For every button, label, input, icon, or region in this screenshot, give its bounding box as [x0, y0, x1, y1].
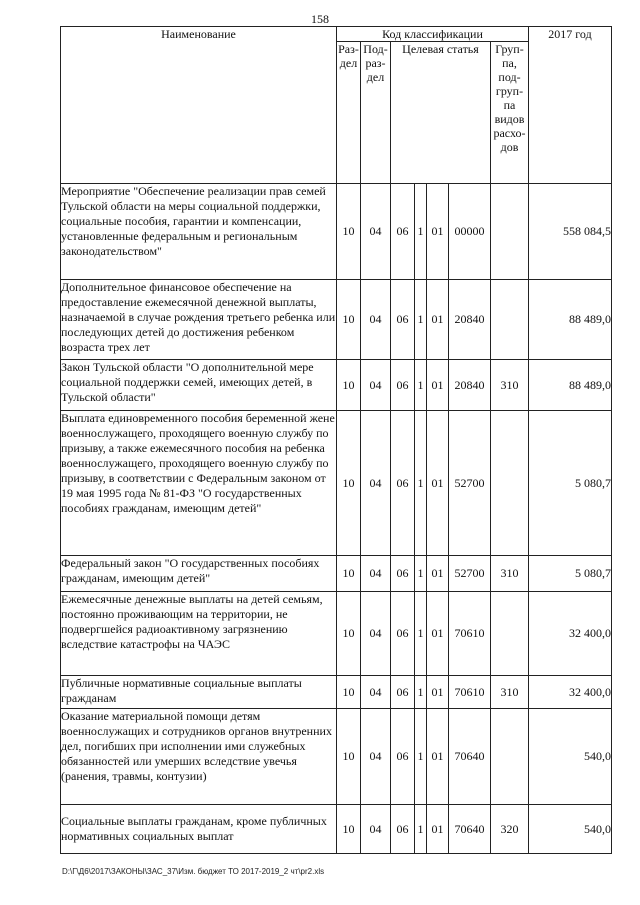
- row-name: Закон Тульской области "О дополнительной мере социальной поддержки семей, имеющих детей, в Тульской области": [61, 360, 337, 411]
- cell-section: 10: [337, 280, 361, 360]
- cell-amount: 88 489,0: [529, 360, 612, 411]
- header-expense-group: Груп- па, под- груп- па видов расхо- дов: [491, 42, 529, 184]
- table-row: [61, 184, 612, 280]
- cell-subprogram: 1: [415, 184, 427, 280]
- row-name: Публичные нормативные социальные выплаты гражданам: [61, 676, 337, 709]
- cell-expense-group: [491, 411, 529, 556]
- cell-section: 10: [337, 411, 361, 556]
- cell-section: 10: [337, 592, 361, 676]
- cell-event: 01: [427, 184, 449, 280]
- cell-subprogram: 1: [415, 411, 427, 556]
- cell-subsection: 04: [361, 556, 391, 592]
- cell-amount: 5 080,7: [529, 556, 612, 592]
- table-row: [61, 592, 612, 676]
- cell-expense-group: [491, 280, 529, 360]
- cell-expense-group: 310: [491, 556, 529, 592]
- cell-amount: 32 400,0: [529, 592, 612, 676]
- file-path-footer: D:\Г\Д6\2017\ЗАКОНЫ\ЗАС_37\Изм. бюджет ТО 2017-2019_2 чт\pr2.xls: [62, 867, 325, 876]
- cell-subprogram: 1: [415, 592, 427, 676]
- cell-subsection: 04: [361, 360, 391, 411]
- cell-direction: 20840: [449, 280, 491, 360]
- cell-program: 06: [391, 280, 415, 360]
- cell-event: 01: [427, 411, 449, 556]
- cell-event: 01: [427, 360, 449, 411]
- cell-program: 06: [391, 411, 415, 556]
- cell-program: 06: [391, 184, 415, 280]
- header-section: Раз- дел: [337, 42, 361, 184]
- cell-section: 10: [337, 360, 361, 411]
- cell-program: 06: [391, 592, 415, 676]
- cell-section: 10: [337, 556, 361, 592]
- table-row: [61, 676, 612, 709]
- cell-amount: 558 084,5: [529, 184, 612, 280]
- cell-event: 01: [427, 556, 449, 592]
- cell-event: 01: [427, 592, 449, 676]
- cell-subsection: 04: [361, 805, 391, 854]
- row-name: Дополнительное финансовое обеспечение на предоставление ежемесячной денежной выплаты, назначаемой в случае рождения третьего ребенка или последующих детей до достижения ребенком возраста трех лет: [61, 280, 337, 360]
- cell-subprogram: 1: [415, 676, 427, 709]
- cell-direction: 70640: [449, 709, 491, 805]
- header-subsection: Под- раз- дел: [361, 42, 391, 184]
- cell-direction: 52700: [449, 411, 491, 556]
- row-name: Оказание материальной помощи детям военнослужащих и сотрудников органов внутренних дел, погибших при исполнении ими служебных обязанностей или умерших вследствие увечья (ранения, травмы, контузии): [61, 709, 337, 805]
- cell-expense-group: [491, 709, 529, 805]
- cell-subprogram: 1: [415, 360, 427, 411]
- table-row: [61, 709, 612, 805]
- cell-direction: 20840: [449, 360, 491, 411]
- cell-expense-group: 320: [491, 805, 529, 854]
- row-name: Ежемесячные денежные выплаты на детей семьям, постоянно проживающим на территории, не подвергшейся радиоактивному загрязнению вследствие катастрофы на ЧАЭС: [61, 592, 337, 676]
- cell-direction: 70610: [449, 676, 491, 709]
- cell-subsection: 04: [361, 280, 391, 360]
- row-name: Социальные выплаты гражданам, кроме публичных нормативных социальных выплат: [61, 805, 337, 854]
- cell-program: 06: [391, 709, 415, 805]
- cell-program: 06: [391, 676, 415, 709]
- cell-subsection: 04: [361, 592, 391, 676]
- cell-event: 01: [427, 805, 449, 854]
- cell-amount: 540,0: [529, 805, 612, 854]
- cell-subsection: 04: [361, 411, 391, 556]
- cell-subprogram: 1: [415, 709, 427, 805]
- cell-subprogram: 1: [415, 280, 427, 360]
- cell-direction: 70640: [449, 805, 491, 854]
- cell-event: 01: [427, 280, 449, 360]
- cell-program: 06: [391, 805, 415, 854]
- cell-amount: 5 080,7: [529, 411, 612, 556]
- row-name: Мероприятие "Обеспечение реализации прав семей Тульской области на меры социальной поддержки, социальные пособия, гарантии и компенсации, установленные федеральным и региональным законодательством": [61, 184, 337, 280]
- cell-program: 06: [391, 360, 415, 411]
- cell-direction: 70610: [449, 592, 491, 676]
- cell-event: 01: [427, 709, 449, 805]
- cell-subsection: 04: [361, 676, 391, 709]
- header-code-group: Код классификации: [337, 27, 529, 42]
- table-row: [61, 360, 612, 411]
- budget-table: [60, 26, 612, 854]
- cell-program: 06: [391, 556, 415, 592]
- page-number: 158: [311, 12, 329, 26]
- header-target-article: Целевая статья: [391, 42, 491, 184]
- cell-subsection: 04: [361, 184, 391, 280]
- cell-amount: 540,0: [529, 709, 612, 805]
- cell-direction: 00000: [449, 184, 491, 280]
- cell-section: 10: [337, 184, 361, 280]
- header-year: 2017 год: [529, 27, 612, 184]
- cell-expense-group: 310: [491, 676, 529, 709]
- table-row: [61, 411, 612, 556]
- cell-amount: 32 400,0: [529, 676, 612, 709]
- cell-expense-group: [491, 184, 529, 280]
- cell-section: 10: [337, 709, 361, 805]
- cell-amount: 88 489,0: [529, 280, 612, 360]
- cell-subprogram: 1: [415, 556, 427, 592]
- row-name: Выплата единовременного пособия беременной жене военнослужащего, проходящего военную службу по призыву, а также ежемесячного пособия на ребенка военнослужащего, проходящего военную службу по призыву, в соответствии с Федеральным законом от 19 мая 1995 года № 81-ФЗ "О государственных пособиях гражданам, имеющим детей": [61, 411, 337, 556]
- cell-expense-group: 310: [491, 360, 529, 411]
- cell-subprogram: 1: [415, 805, 427, 854]
- table-row: [61, 280, 612, 360]
- header-name: Наименование: [61, 27, 337, 184]
- cell-section: 10: [337, 805, 361, 854]
- row-name: Федеральный закон "О государственных пособиях гражданам, имеющим детей": [61, 556, 337, 592]
- cell-event: 01: [427, 676, 449, 709]
- cell-subsection: 04: [361, 709, 391, 805]
- table-row: [61, 556, 612, 592]
- cell-section: 10: [337, 676, 361, 709]
- cell-direction: 52700: [449, 556, 491, 592]
- cell-expense-group: [491, 592, 529, 676]
- table-row: [61, 805, 612, 854]
